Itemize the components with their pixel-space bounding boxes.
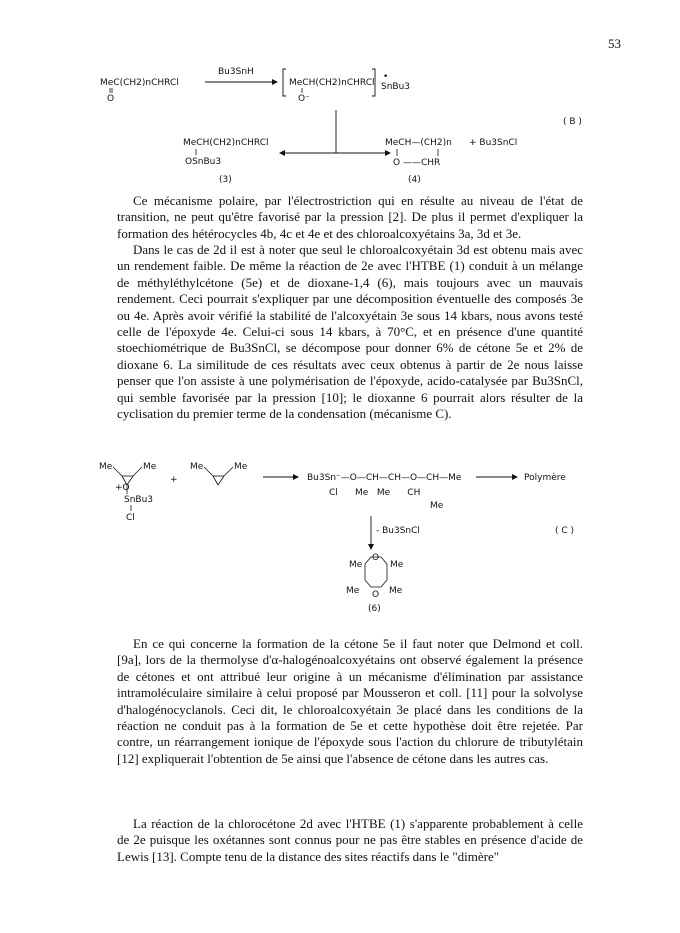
dioxane-me-br: Me: [389, 586, 403, 596]
scheme-b-intermediate-o: O⁻: [298, 94, 310, 104]
scheme-b-label: ( B ): [563, 117, 582, 127]
epox1-left-me: Me: [99, 462, 113, 472]
paragraph-1: [117, 193, 583, 242]
dioxane-me-bl: Me: [346, 586, 360, 596]
scheme-c-chain-sub2: Me: [430, 501, 444, 511]
scheme-c-chain-sub: Cl Me Me CH: [329, 488, 421, 498]
dioxane-me-tr: Me: [390, 560, 404, 570]
paragraph-1-text: Ce mécanisme polaire, par l'électrostriction qui en résulte au niveau de l'état de transition, ne peut qu'être favorisé par la pression [2]. De plus il permet d'expliquer la formation des hétérocycles 4b, 4c et 4e et des chloroalcoxyétains 3a, 3d et 3e.: [117, 193, 583, 241]
scheme-b-product4-num: (4): [408, 175, 421, 185]
scheme-b-intermediate: MeCH(CH2)nCHRCl: [289, 78, 375, 88]
scheme-c-product: Polymère: [524, 473, 566, 483]
scheme-b-reactant: MeC(CH2)nCHRCl: [100, 78, 179, 88]
paragraph-4-text: La réaction de la chlorocétone 2d avec l'HTBE (1) s'apparente probablement à celle de 2e puisque les oxétannes sont connus pour ne pas être stables en présence d'acide de Lewis [13]. Compte tenu de la distance des sites réactifs dans le "dimère": [117, 816, 583, 864]
scheme-b: [0, 0, 680, 200]
scheme-b-product3-sub: OSnBu3: [185, 157, 222, 167]
scheme-b-intermediate-sn: SnBu3: [381, 82, 411, 92]
epox2-left-me: Me: [190, 462, 204, 472]
scheme-b-reactant-o: O: [107, 94, 115, 104]
scheme-c-dioxane-num: (6): [368, 604, 381, 614]
paragraph-3-text: En ce qui concerne la formation de la cétone 5e il faut noter que Delmond et coll. [9a], lors de la thermolyse d'α-halogénoalcoxyétains ont observé également la présence de cétones et ont attribué leur origine à un mécanisme d'élimination par assistance intramoléculaire similaire à celui proposé par Mousseron et coll. [11] pour la solvolyse d'halogénocyclanols. Ceci dit, le chloroalcoxyétain 3e placé dans les conditions de la réaction ne conduit pas à la formation de 5e et cette hypothèse doit être rejetée. Par contre, un réarrangement ionique de l'époxyde sous l'action du chlorure de tributylétain [12] expliquerait l'obtention de 5e ainsi que l'absence de cétone dans les autres cas.: [117, 636, 583, 766]
epox2-right-me: Me: [234, 462, 248, 472]
dioxane-me-tl: Me: [349, 560, 363, 570]
scheme-c-label: ( C ): [555, 526, 575, 536]
dioxane-o-top: O: [372, 553, 380, 563]
paragraph-2: [117, 242, 583, 422]
epox1-right-me: Me: [143, 462, 157, 472]
scheme-b-product3: MeCH(CH2)nCHRCl: [183, 138, 269, 148]
radical-dot: •: [383, 72, 389, 82]
paragraph-2-text: Dans le cas de 2d il est à noter que seul le chloroalcoxyétain 3d est obtenu mais avec un rendement faible. De même la réaction de 2e avec l'HTBE (1) conduit à un mélange de méthyléthylcétone (5e) et de dioxane-1,4 (6), mais toujours avec un mauvais rendement. Ceci pourrait s'expliquer par une décomposition éventuelle des composés 3e ou 4e. Après avoir vérifié la stabilité de l'alcoxyétain 3e sous 14 kbars, nous avons testé celle de l'époxyde 4e. Celui-ci sous 14 kbars, à 70°C, et en présence d'une quantité stoechiométrique de Bu3SnCl, se décompose pour donner 6% de cétone 5e et 2% de dioxane 6. La similitude de ces résultats avec ceux obtenus à partir de 2e nous laisse penser que l'on assiste à une polymérisation de l'époxyde, acido-catalysée par Bu3SnCl, qui semble favorisée par la pression [10]; le dioxanne 6 pourrait alors résulter de la cyclisation du premier terme de la condensation (mécanisme C).: [117, 242, 583, 422]
paragraph-4: [117, 816, 583, 865]
dioxane-o-bottom: O: [372, 590, 380, 600]
scheme-c-eliminated: - Bu3SnCl: [376, 526, 420, 536]
scheme-b-product4: MeCH—(CH2)n: [385, 138, 452, 148]
scheme-c: [0, 450, 680, 635]
scheme-b-product4-ring: O ——CHR: [393, 158, 441, 168]
epox1-plus-o: +O: [115, 483, 130, 493]
page-number: 53: [608, 36, 621, 51]
scheme-b-reagent: Bu3SnH: [218, 67, 254, 77]
scheme-c-chain: Bu3Sn⁻—O—CH—CH—O—CH—Me: [307, 473, 462, 483]
scheme-c-plus: +: [170, 475, 178, 485]
epox1-cl: Cl: [126, 513, 135, 523]
scheme-b-product4-byproduct: + Bu3SnCl: [469, 138, 518, 148]
scheme-b-product3-num: (3): [219, 175, 232, 185]
paragraph-3: [117, 636, 583, 767]
epox1-sub: SnBu3: [124, 495, 154, 505]
